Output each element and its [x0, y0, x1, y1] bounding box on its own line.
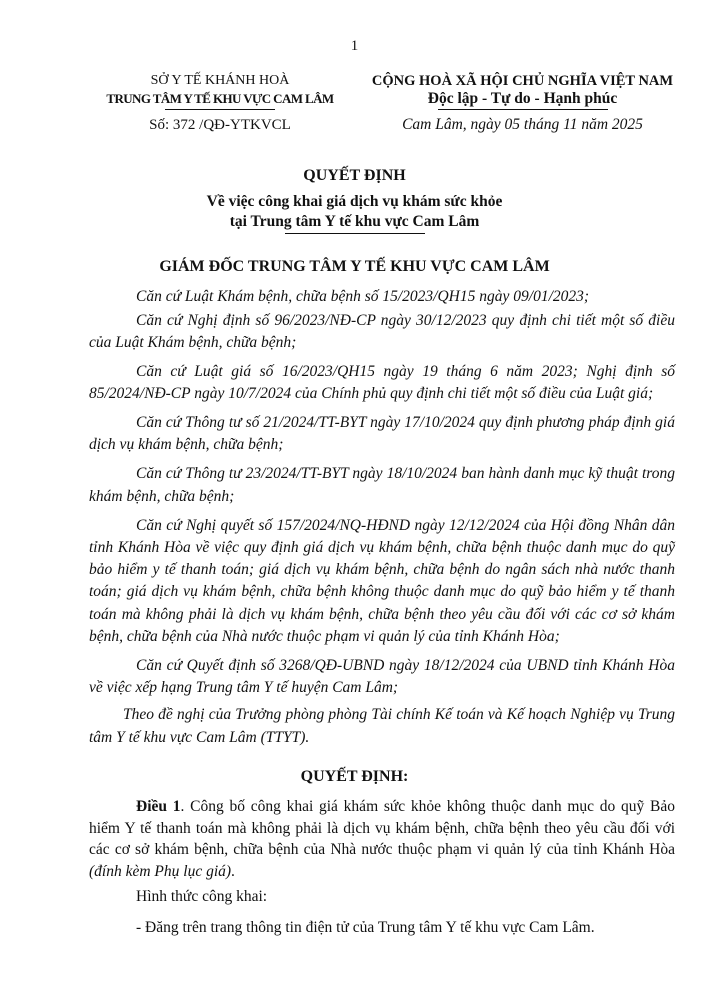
- legal-basis-item: Căn cứ Luật Khám bệnh, chữa bệnh số 15/2023/QH15 ngày 09/01/2023;: [136, 288, 590, 305]
- national-header-block: [350, 72, 695, 134]
- issuing-authority: GIÁM ĐỐC TRUNG TÂM Y TẾ KHU VỰC CAM LÂM: [159, 258, 550, 275]
- legal-basis-item: Căn cứ Quyết định số 3268/QĐ-UBND ngày 18/12/2024 của UBND tỉnh Khánh Hòa về việc xếp hạng Trung tâm Y tế huyện Cam Lâm;: [89, 657, 675, 697]
- place-date: Cam Lâm, ngày 05 tháng 11 năm 2025: [402, 116, 643, 133]
- legal-basis-list: [89, 286, 675, 749]
- document-title: QUYẾT ĐỊNH: [303, 167, 406, 184]
- proposal-statement: Theo đề nghị của Trưởng phòng phòng Tài chính Kế toán và Kế hoạch Nghiệp vụ Trung tâm Y tế khu vực Cam Lâm (TTYT).: [89, 706, 675, 746]
- disclosure-item: - Đăng trên trang thông tin điện tử của Trung tâm Y tế khu vực Cam Lâm.: [136, 918, 595, 936]
- page-number: 1: [350, 38, 359, 54]
- decision-body: [89, 796, 675, 939]
- legal-basis-item: Căn cứ Thông tư số 21/2024/TT-BYT ngày 17/10/2024 quy định phương pháp định giá dịch vụ khám bệnh, chữa bệnh;: [89, 414, 675, 454]
- legal-basis-item: Căn cứ Nghị định số 96/2023/NĐ-CP ngày 30/12/2023 quy định chi tiết một số điều của Luật Khám bệnh, chữa bệnh;: [89, 312, 675, 352]
- document-number: Số: 372 /QĐ-YTKVCL: [149, 117, 291, 133]
- subject-line-1: Về việc công khai giá dịch vụ khám sức khỏe: [206, 193, 503, 210]
- article-1-attachment: (đính kèm Phụ lục giá): [89, 862, 232, 880]
- article-1: [89, 796, 675, 882]
- legal-basis-item: Căn cứ Luật giá số 16/2023/QH15 ngày 19 tháng 6 năm 2023; Nghị định số 85/2024/NĐ-CP ngày 10/7/2024 của Chính phủ quy định chi tiết một số điều của Luật giá;: [89, 362, 675, 402]
- legal-basis-item: Căn cứ Nghị quyết số 157/2024/NQ-HĐND ngày 12/12/2024 của Hội đồng Nhân dân tỉnh Khánh Hòa về việc quy định giá dịch vụ khám bệnh, chữa bệnh thuộc danh mục do quỹ bảo hiểm y tế thanh toán; giá dịch vụ khám bệnh, chữa bệnh do ngân sách nhà nước thanh toán; giá dịch vụ khám bệnh, chữa bệnh không thuộc danh mục do quỹ bảo hiểm y tế thanh toán mà không phải là dịch vụ khám bệnh, chữa bệnh theo yêu cầu đối với các cơ sở khám bệnh, chữa bệnh của Nhà nước thuộc phạm vi quản lý của tỉnh Khánh Hòa;: [89, 516, 675, 645]
- disclosure-form-label: Hình thức công khai:: [136, 888, 268, 906]
- national-motto: Độc lập - Tự do - Hạnh phúc: [427, 90, 618, 107]
- document-subject: [0, 192, 709, 234]
- motto-underline: [438, 109, 608, 110]
- agency-underline: [165, 109, 275, 110]
- subject-line-2: tại Trung tâm Y tế khu vực Cam Lâm: [229, 213, 480, 230]
- article-1-end: .: [231, 862, 235, 880]
- decision-heading: QUYẾT ĐỊNH:: [300, 768, 409, 785]
- parent-agency: SỞ Y TẾ KHÁNH HOÀ: [150, 73, 290, 88]
- issuing-agency: TRUNG TÂM Y TẾ KHU VỰC CAM LÂM: [106, 91, 334, 106]
- article-1-text: . Công bố công khai giá khám sức khỏe không thuộc danh mục do quỹ Bảo hiểm Y tế thanh toán mà không phải là dịch vụ khám bệnh, chữa bệnh theo yêu cầu đối với các cơ sở khám bệnh, chữa bệnh của Nhà nước thuộc phạm vi quản lý của tỉnh Khánh Hòa: [89, 798, 675, 859]
- article-1-label: Điều 1: [136, 798, 181, 815]
- issuing-agency-block: [80, 72, 360, 134]
- national-title: CỘNG HOÀ XÃ HỘI CHỦ NGHĨA VIỆT NAM: [371, 73, 674, 89]
- subject-underline: [285, 233, 425, 234]
- legal-basis-item: Căn cứ Thông tư 23/2024/TT-BYT ngày 18/10/2024 ban hành danh mục kỹ thuật trong khám bệnh, chữa bệnh;: [89, 465, 675, 505]
